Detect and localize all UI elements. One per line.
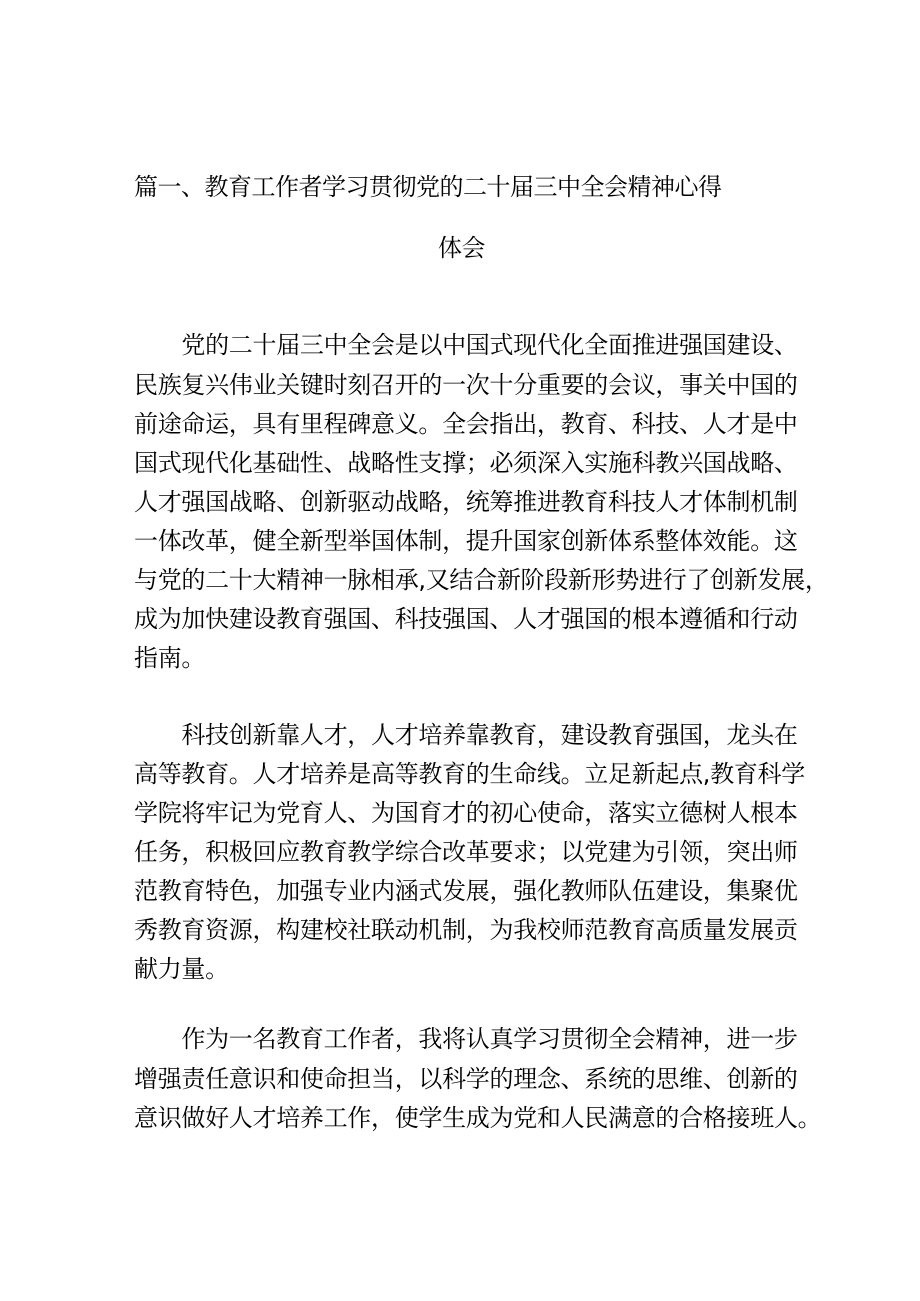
body-text-line: 一体改革，健全新型举国体制，提升国家创新体系整体效能。这 xyxy=(134,527,798,555)
body-text-line: 成为加快建设教育强国、科技强国、人才强国的根本遵循和行动 xyxy=(134,605,798,633)
body-text-line: 民族复兴伟业关键时刻召开的一次十分重要的会议，事关中国的 xyxy=(134,371,798,399)
body-text-line: 与党的二十大精神一脉相承,又结合新阶段新形势进行了创新发展， xyxy=(134,566,829,594)
body-text-line: 党的二十届三中全会是以中国式现代化全面推进强国建设、 xyxy=(134,331,798,359)
body-text-line: 学院将牢记为党育人、为国育才的初心使命，落实立德树人根本 xyxy=(134,799,798,827)
body-text-line: 前途命运，具有里程碑意义。全会指出，教育、科技、人才是中 xyxy=(134,410,798,438)
body-text-line: 作为一名教育工作者，我将认真学习贯彻全会精神，进一步 xyxy=(134,1025,798,1053)
body-text-line: 增强责任意识和使命担当，以科学的理念、系统的思维、创新的 xyxy=(134,1065,798,1093)
body-text-line: 意识做好人才培养工作，使学生成为党和人民满意的合格接班人。 xyxy=(134,1104,822,1132)
document-title-line-1: 篇一、教育工作者学习贯彻党的二十届三中全会精神心得 xyxy=(134,173,722,201)
body-text-line: 指南。 xyxy=(134,644,206,672)
body-text-line: 人才强国战略、创新驱动战略，统筹推进教育科技人才体制机制 xyxy=(134,488,798,516)
body-text-line: 任务，积极回应教育教学综合改革要求；以党建为引领，突出师 xyxy=(134,838,798,866)
document-title-line-2: 体会 xyxy=(438,234,485,262)
body-text-line: 献力量。 xyxy=(134,955,229,983)
body-text-line: 范教育特色，加强专业内涵式发展，强化教师队伍建设，集聚优 xyxy=(134,877,798,905)
body-text-line: 科技创新靠人才，人才培养靠教育，建设教育强国，龙头在 xyxy=(134,721,798,749)
body-text-line: 高等教育。人才培养是高等教育的生命线。立足新起点,教育科学 xyxy=(134,760,805,788)
body-text-line: 国式现代化基础性、战略性支撑；必须深入实施科教兴国战略、 xyxy=(134,449,798,477)
body-text-line: 秀教育资源，构建校社联动机制，为我校师范教育高质量发展贡 xyxy=(134,916,798,944)
